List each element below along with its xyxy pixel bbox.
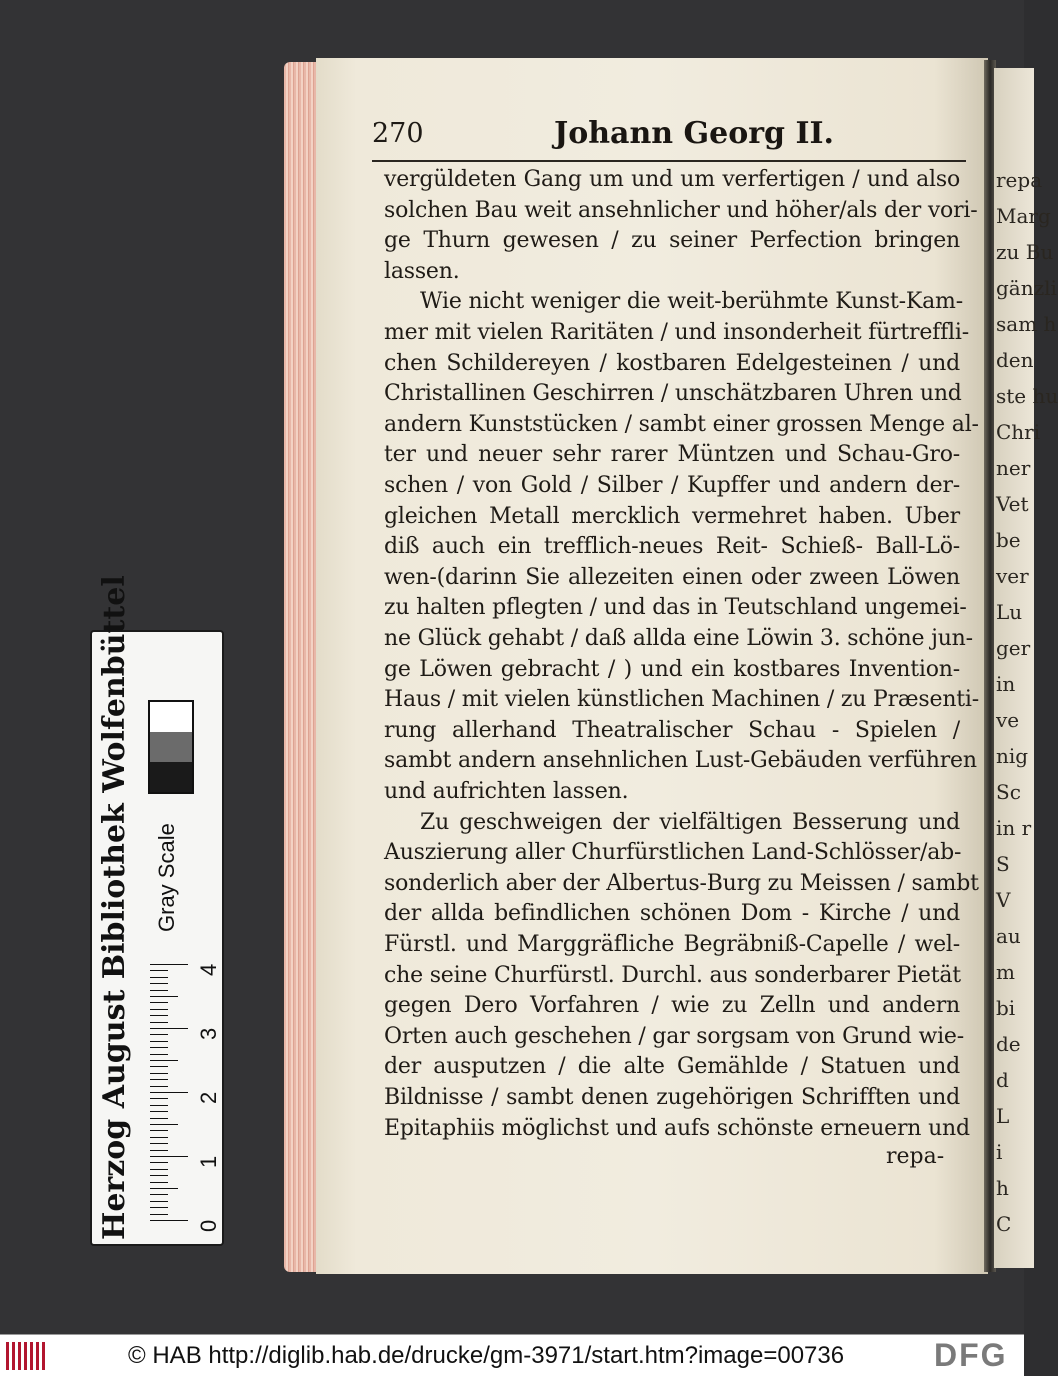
text-line: Haus / mit vielen künstlichen Machinen / zu Præsenti- [384,687,980,713]
text-line: sonderlich aber der Albertus-Burg zu Meissen / sambt [384,870,979,896]
running-head [372,116,966,162]
next-page-fragment: ve [996,708,1020,732]
scale-tick [150,1194,168,1195]
scale-tick [150,1060,178,1061]
centimeter-scale [150,958,190,1220]
text-line: wen-(darinn Sie allezeiten einen oder zween Löwen [384,564,960,590]
hab-logo-icon [6,1342,46,1370]
scale-tick [150,964,188,965]
scale-tick [150,1201,168,1202]
scale-tick [150,1054,168,1055]
scale-tick [150,1207,168,1208]
scale-tick [150,1118,168,1119]
text-line: lassen. [384,258,460,284]
dfg-logo: DFG [934,1337,1008,1373]
text-line: zu halten pflegten / und das in Teutschland ungemei- [384,595,967,621]
footer-bar [0,1334,1024,1376]
scale-tick [150,1028,188,1029]
scale-tick [150,1137,168,1138]
text-line: Fürstl. und Marggräfliche Begräbniß-Capelle / wel- [384,932,960,957]
next-page-fragment: C [996,1212,1012,1236]
next-page-fragment: au [996,924,1021,948]
book-fore-edge [284,62,318,1272]
scale-tick [150,1220,188,1221]
next-page-fragment: den [996,348,1034,372]
next-page-fragment: bi [996,996,1016,1020]
next-page-fragment: h [996,1176,1009,1200]
text-line: mer mit vielen Raritäten / und insonderheit fürtreffli- [384,320,969,345]
scale-tick [150,1111,168,1112]
scale-tick [150,1105,168,1106]
scale-tick [150,1086,168,1087]
scale-number: 4 [196,963,221,976]
text-line: che seine Churfürstl. Durchl. aus sonderbarer Pietät [384,962,961,988]
next-page-fragment: ver [996,564,1029,588]
next-page-fragment: gänzli [996,276,1057,300]
next-page-fragment: ste hu [996,384,1058,408]
text-line: der ausputzen / die alte Gemählde / Statuen und [384,1054,960,1080]
text-line: Christallinen Geschirren / unschätzbaren Uhren und [384,381,962,407]
scale-tick [150,1022,168,1023]
scale-tick [150,990,168,991]
text-line: der allda befindlichen schönen Dom - Kirche / und [384,901,960,927]
catchword: repa- [886,1144,945,1169]
text-line: rung allerhand Theatralischer Schau - Spielen / [384,717,960,743]
next-page-fragment: m [996,960,1015,984]
next-page-fragment: Lu [996,600,1023,624]
scale-tick [150,1079,168,1080]
scale-tick [150,996,178,997]
scale-tick [150,970,168,971]
next-page-fragment: Vet [996,492,1029,516]
gray-scale-label: Gray Scale [154,823,179,932]
scale-number: 2 [196,1091,221,1104]
scale-tick [150,1047,168,1048]
swatch-gray [150,732,192,762]
footer-credit-link[interactable]: © HAB http://diglib.hab.de/drucke/gm-3971/start.htm?image=00736 [128,1342,845,1369]
text-line: andern Kunststücken / sambt einer grossen Menge al- [384,411,979,437]
next-page-edge [994,68,1058,1268]
scale-tick [150,1175,168,1176]
scale-tick [150,1066,168,1067]
text-line: gleichen Metall mercklich vermehret haben. Uber [384,503,960,529]
scale-tick [150,1124,178,1125]
next-page-fragment: V [996,888,1011,912]
scale-tick [150,1034,168,1035]
next-page-fragment: d [996,1068,1009,1092]
next-page-fragment: L [996,1104,1010,1128]
swatch-white [150,702,192,732]
running-title: Johann Georg II. [554,116,834,151]
text-line: chen Schildereyen / kostbaren Edelgesteinen / und [384,350,960,376]
text-line: diß auch ein trefflich-neues Reit- Schieß- Ball-Lö- [384,534,960,560]
text-line: ge Löwen gebracht / ) und ein kostbares Invention- [384,656,960,682]
text-line: Wie nicht weniger die weit-berühmte Kunst-Kam- [420,289,963,315]
scale-tick [150,1182,168,1183]
next-page-fragment: in [996,672,1016,696]
next-page-fragment: Sc [996,780,1021,804]
scale-number: 3 [196,1027,221,1040]
next-page-fragment: ner [996,456,1031,480]
text-line: gegen Dero Vorfahren / wie zu Zelln und andern [384,993,960,1019]
text-line: sambt andern ansehnlichen Lust-Gebäuden verführen [384,748,977,774]
next-page-fragment: i [996,1140,1003,1164]
scale-tick [150,1150,168,1151]
next-page-fragment: zu Bu [996,240,1054,264]
text-line: Orten auch geschehen / gar sorgsam von Grund wie- [384,1023,964,1049]
scale-number: 1 [196,1155,221,1168]
text-line: ge Thurn gewesen / zu seiner Perfection bringen [384,228,960,254]
scale-tick [150,1015,168,1016]
text-line: ne Glück gehabt / daß allda eine Löwin 3. schöne jun- [384,626,973,651]
next-page-fragment: sam h [996,312,1057,336]
next-page-fragment: in r [996,816,1032,840]
next-page-fragment: ger [996,636,1031,660]
scale-tick [150,1162,168,1163]
scale-tick [150,1041,168,1042]
scale-tick [150,1169,168,1170]
scale-tick [150,1214,168,1215]
scale-tick [150,1130,168,1131]
page-number: 270 [372,118,424,149]
next-page-fragment: S [996,852,1010,876]
scale-tick [150,1098,168,1099]
next-page-fragment: Marg [996,204,1051,228]
next-page-fragment: be [996,528,1021,552]
text-line: Zu geschweigen der vielfältigen Besserung und [420,809,960,835]
next-page-fragment: de [996,1032,1021,1056]
text-line: vergüldeten Gang um und um verfertigen / und also [384,167,960,192]
text-line: solchen Bau weit ansehnlicher und höher/als der vori- [384,197,978,223]
scale-tick [150,1009,168,1010]
scale-tick [150,1002,168,1003]
scale-tick [150,1156,188,1157]
text-line: Auszierung aller Churfürstlichen Land-Schlösser/ab- [384,840,962,866]
next-page-fragment: nig [996,744,1029,768]
text-line: Bildnisse / sambt denen zugehörigen Schrifften und [384,1085,960,1110]
scale-tick [150,977,168,978]
text-line: ter und neuer sehr rarer Müntzen und Schau-Gro- [384,442,960,468]
scale-tick [150,983,168,984]
next-page-fragment: Chri [996,420,1041,444]
scale-tick [150,1143,168,1144]
ruler-institution-label: Herzog August Bibliothek Wolfenbüttel [97,575,132,1240]
text-line: Epitaphiis möglichst und aufs schönste erneuern und [384,1115,970,1141]
scale-number: 0 [196,1219,221,1232]
next-page-fragment: repa [996,168,1043,192]
text-line: schen / von Gold / Silber / Kupffer und andern der- [384,473,960,498]
text-line: und aufrichten lassen. [384,779,629,804]
scale-tick [150,1092,188,1093]
scale-tick [150,1073,168,1074]
scale-tick [150,1188,178,1189]
